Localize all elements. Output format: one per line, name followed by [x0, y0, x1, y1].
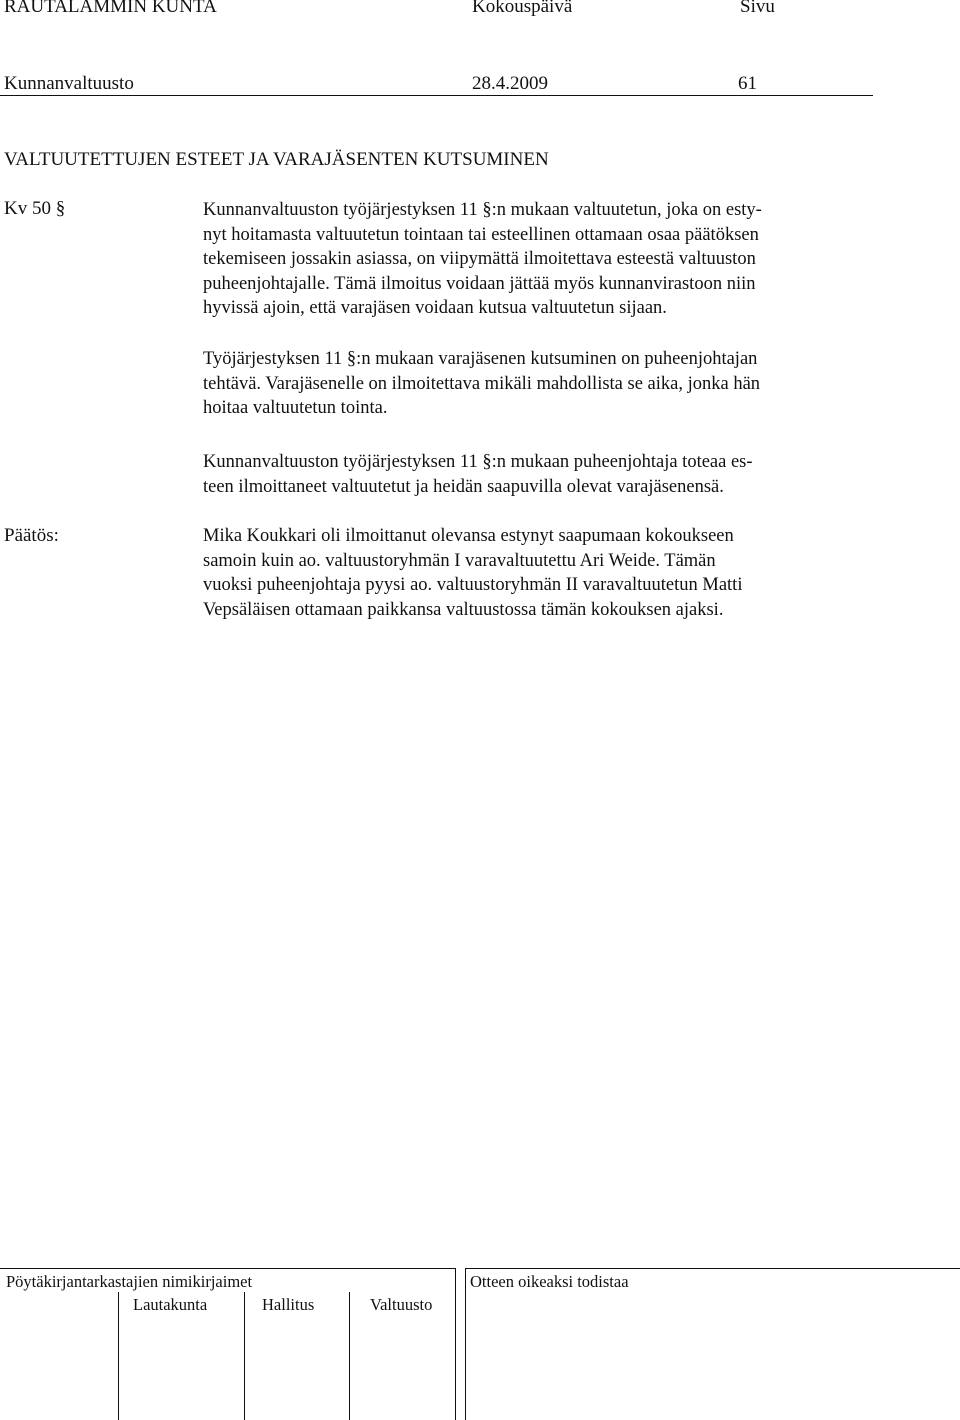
paragraph-2: [203, 347, 883, 421]
paragraph-line: Kunnanvaltuuston työjärjestyksen 11 §:n mukaan puheenjohtaja toteaa es-: [203, 452, 753, 472]
footer-divider: [244, 1292, 245, 1420]
decision-line: Mika Koukkari oli ilmoittanut olevansa estynyt saapumaan kokoukseen: [203, 526, 734, 546]
footer-divider: [455, 1268, 456, 1420]
page-label: Sivu: [740, 0, 775, 17]
paragraph-3: [203, 450, 883, 499]
paragraph-line: nyt hoitamasta valtuutetun tointaan tai esteellinen ottamaan osaa päätöksen: [203, 224, 759, 245]
item-number: Kv 50 §: [4, 198, 66, 219]
paragraph-line: Työjärjestyksen 11 §:n mukaan varajäsenen kutsuminen on puheenjohtajan: [203, 349, 758, 369]
footer-column-hallitus: Hallitus: [262, 1295, 315, 1314]
decision-line: vuoksi puheenjohtaja pyysi ao. valtuustoryhmän II varavaltuutetun Matti: [203, 575, 743, 596]
meeting-date-label: Kokouspäivä: [472, 0, 573, 17]
initials-label: Pöytäkirjantarkastajien nimikirjaimet: [6, 1272, 253, 1291]
meeting-date: 28.4.2009: [472, 73, 548, 94]
paragraph-line: teen ilmoittaneet valtuutetut ja heidän saapuvilla olevat varajäsenensä.: [203, 476, 724, 497]
paragraph-line: hyvissä ajoin, että varajäsen voidaan kutsua valtuutetun sijaan.: [203, 298, 667, 319]
organization-name: RAUTALAMMIN KUNTA: [4, 0, 217, 17]
footer-divider: [465, 1268, 466, 1420]
footer-column-lautakunta: Lautakunta: [133, 1295, 208, 1314]
section-title: VALTUUTETTUJEN ESTEET JA VARAJÄSENTEN KUTSUMINEN: [4, 149, 549, 170]
header-rule: [0, 95, 873, 96]
footer-divider: [118, 1292, 119, 1420]
paragraph-line: Kunnanvaltuuston työjärjestyksen 11 §:n mukaan valtuutetun, joka on esty-: [203, 200, 762, 220]
footer-rule-left: [0, 1268, 455, 1269]
decision-label: Päätös:: [4, 525, 59, 546]
footer-divider: [349, 1292, 350, 1420]
meeting-body: Kunnanvaltuusto: [4, 73, 134, 94]
footer-rule-right: [465, 1268, 960, 1269]
certified-label: Otteen oikeaksi todistaa: [470, 1272, 629, 1291]
footer-column-valtuusto: Valtuusto: [370, 1295, 433, 1314]
page-number: 61: [738, 73, 757, 94]
decision-line: samoin kuin ao. valtuustoryhmän I varavaltuutettu Ari Weide. Tämän: [203, 550, 716, 571]
decision-line: Vepsäläisen ottamaan paikkansa valtuustossa tämän kokouksen ajaksi.: [203, 599, 724, 620]
paragraph-line: puheenjohtajalle. Tämä ilmoitus voidaan jättää myös kunnanvirastoon niin: [203, 273, 756, 294]
paragraph-line: tekemiseen jossakin asiassa, on viipymättä ilmoitettava esteestä valtuuston: [203, 249, 756, 270]
decision-text: [203, 524, 883, 622]
paragraph-line: hoitaa valtuutetun tointa.: [203, 398, 388, 419]
paragraph-line: tehtävä. Varajäsenelle on ilmoitettava mikäli mahdollista se aika, jonka hän: [203, 373, 761, 394]
paragraph-1: [203, 198, 883, 321]
